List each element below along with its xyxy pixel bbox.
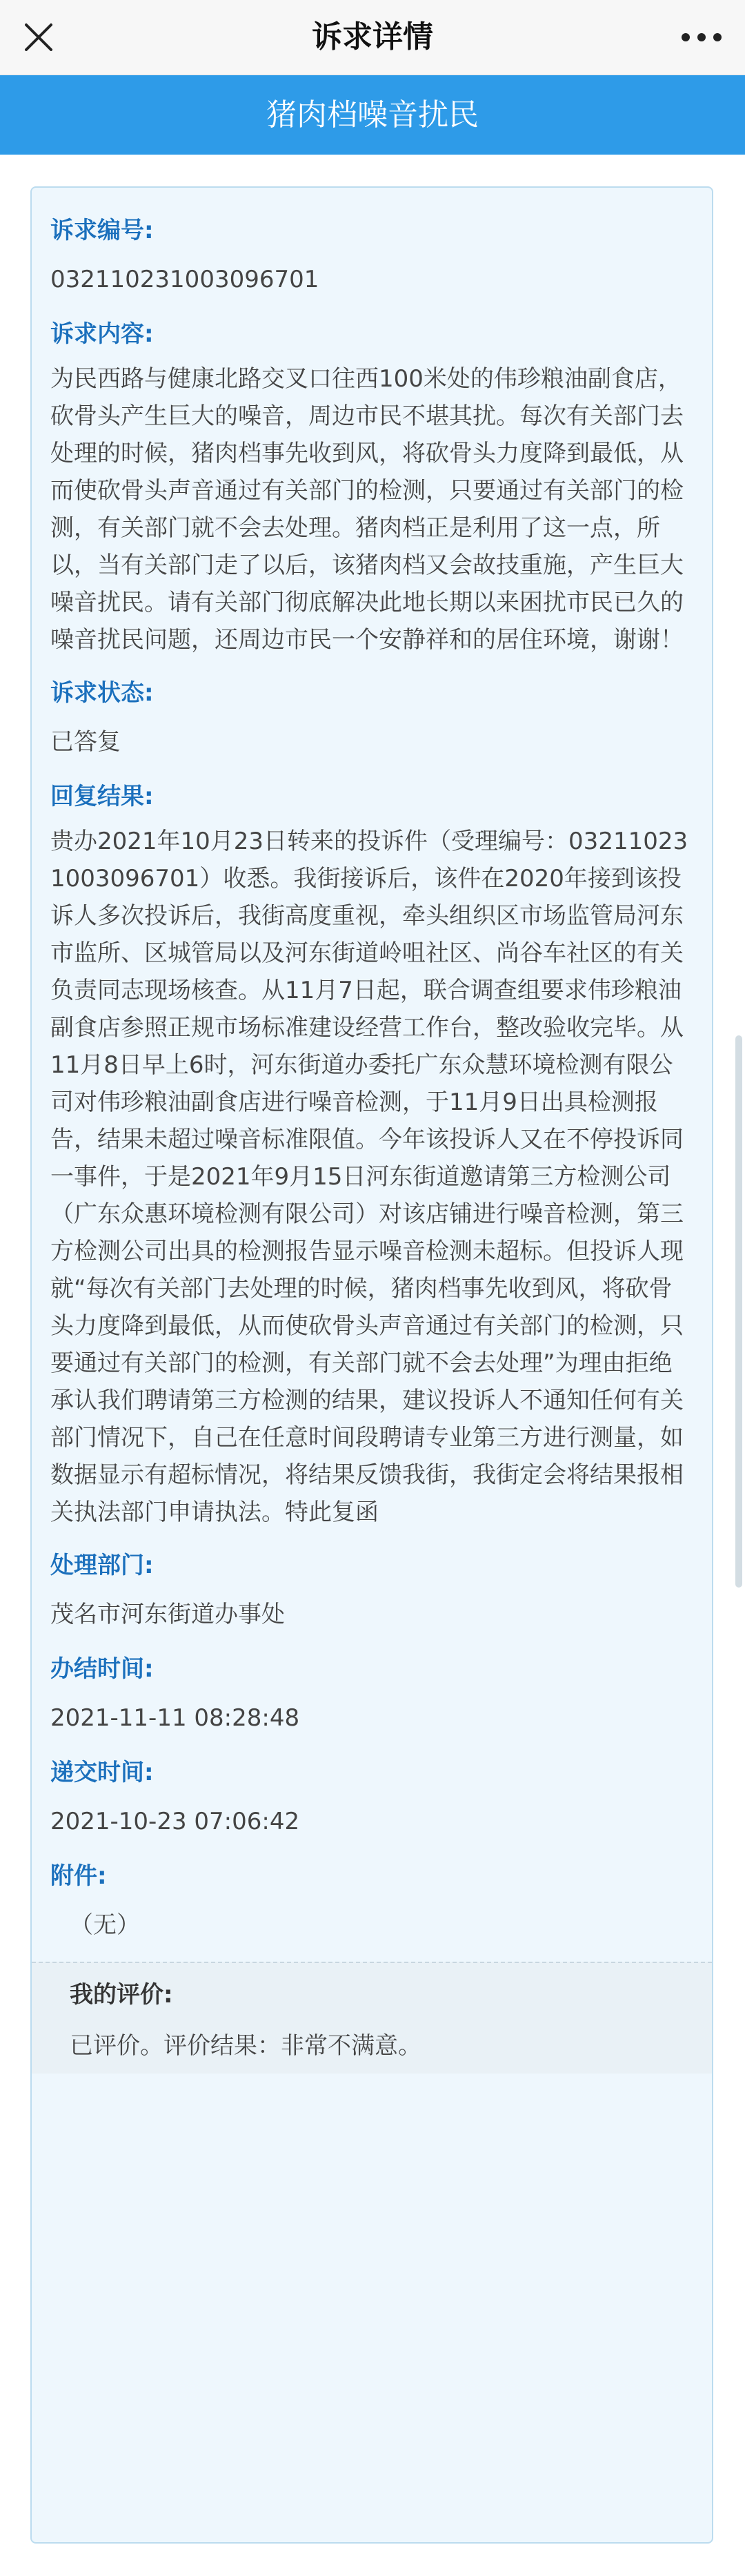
attachment-value: （无）	[70, 1911, 140, 1939]
submit-time-value: 2021-10-23 07:06:42	[50, 1808, 300, 1835]
status-label: 诉求状态:	[50, 679, 154, 707]
status-value: 已答复	[50, 728, 121, 756]
content-text: 为民西路与健康北路交叉口往西100米处的伟珍粮油副食店，砍骨头产生巨大的噪音，周边市民不堪其扰。每次有关部门去处理的时候，猪肉档事先收到风，将砍骨头力度降到最低，从而使砍骨头声音通过有关部门的检测，只要通过有关部门的检测，有关部门就不会去处理。猪肉档正是利用了这一点，所以，当有关部门走了以后，该猪肉档又会故技重施，产生巨大噪音扰民。请有关部门彻底解决此地长期以来困扰市民已久的噪音扰民问题，还周边市民一个安静祥和的居住环境，谢谢！	[50, 365, 684, 654]
finish-time-value: 2021-11-11 08:28:48	[50, 1704, 300, 1732]
scrollbar[interactable]	[735, 1035, 742, 1588]
appeal-no-value: 03211023100309​6701	[50, 266, 319, 293]
page-title: 诉求详情	[312, 19, 433, 55]
appeal-detail-card	[30, 186, 713, 2544]
reply-text: 贵办2021年10月23日转来的投诉件（受理编号：03211023100309​6701）收悉。我街接诉后，该件在2020年接到该投诉人多次投诉后，我街高度重视，牵头组织区市场监管局河东市监所、区城管局以及河东街道岭咀社区、尚谷车社区的有关负责同志现场核查。从11月7日起，联合调查组要求伟珍粮油副食店参照正规市场标准建设经营工作台，整改验收完毕。从11月8日早上6时，河东街道办委托广东众慧环境检测有限公司对伟珍粮油副食店进行噪音检测，于11月9日出具检测报告，结果未超过噪音标准限值。今年该投诉人又在不停投诉同一事件，于是2021年9月15日河东街道邀请第三方检测公司（广东众惠环境检测有限公司）对该店铺进行噪音检测，第三方检测公司出具的检测报告显示噪音检测未超标。但投诉人现就“每次有关部门去处理的时候，猪肉档事先收到风，将砍骨头力度降到最低，从而使砍骨头声音通过有关部门的检测，只要通过有关部门的检测，有关部门就不会去处理”为理由拒绝承认我们聘请第三方检测的结果，建议投诉人不通知任何有关部门情况下，自己在任意时间段聘请专业第三方进行测量，如数据显示有超标情况，将结果反馈我街，我街定会将结果报相关执法部门申请执法。特此复函	[50, 828, 688, 1526]
submit-time-label: 递交时间:	[50, 1759, 154, 1786]
content-label: 诉求内容:	[50, 320, 154, 348]
top-nav-bar	[0, 0, 745, 75]
evaluation-label: 我的评价:	[70, 1981, 173, 2009]
more-dots-icon[interactable]	[677, 18, 726, 57]
evaluation-value: 已评价。评价结果：非常不满意。	[70, 2032, 421, 2060]
dept-label: 处理部门:	[50, 1552, 154, 1579]
appeal-no-label: 诉求编号:	[50, 217, 154, 244]
reply-label: 回复结果:	[50, 783, 154, 810]
appeal-title-banner: 猪肉档噪音扰民	[0, 75, 745, 155]
evaluation-section	[32, 1962, 712, 2074]
dept-value: 茂名市河东街道办事处	[50, 1601, 285, 1628]
attachment-label: 附件:	[50, 1862, 107, 1890]
finish-time-label: 办结时间:	[50, 1655, 154, 1683]
